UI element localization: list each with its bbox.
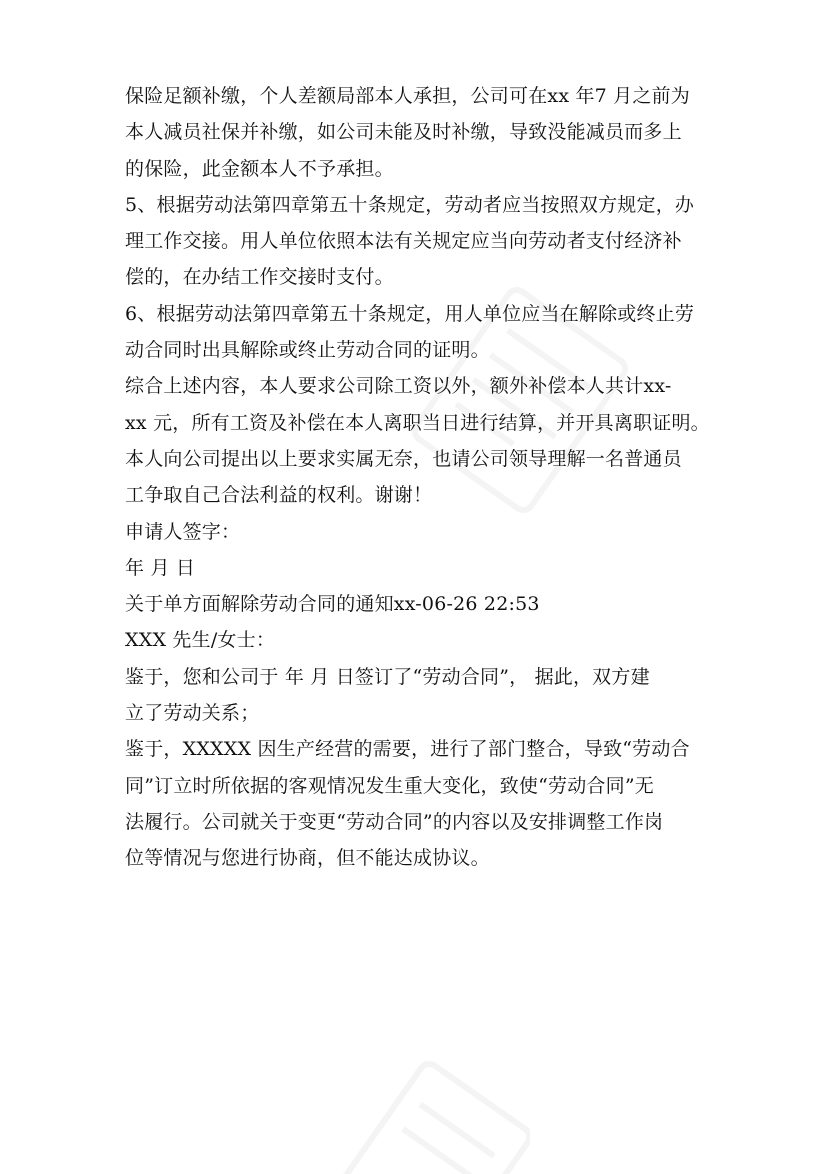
text-line: 偿的，在办结工作交接时支付。	[125, 266, 394, 289]
watermark-stamp-icon-bottom	[330, 1060, 530, 1174]
text-line: 5、根据劳动法第四章第五十条规定，劳动者应当按照双方规定，办	[125, 193, 695, 216]
text-line: 6、根据劳动法第四章第五十条规定，用人单位应当在解除或终止劳	[125, 302, 695, 325]
signature-label: 申请人签字：	[125, 520, 241, 543]
text-line: 位等情况与您进行协商，但不能达成协议。	[125, 847, 490, 870]
text-line: 的保险，此金额本人不予承担。	[125, 157, 394, 180]
salutation: XXX 先生/女士：	[125, 629, 276, 652]
text-line: 同”订立时所依据的客观情况发生重大变化，致使“劳动合同”无	[125, 774, 654, 797]
text-line: 保险足额补缴，个人差额局部本人承担，公司可在xx 年7 月之前为	[125, 85, 690, 107]
text-line: 本人向公司提出以上要求实属无奈，也请公司领导理解一名普通员	[125, 447, 682, 470]
text-line: 综合上述内容，本人要求公司除工资以外，额外补偿本人共计xx-	[125, 375, 672, 398]
text-line: 立了劳动关系；	[125, 702, 260, 725]
text-line: 鉴于，XXXXX 因生产经营的需要，进行了部门整合，导致“劳动合	[125, 738, 690, 761]
text-line: 理工作交接。用人单位依照本法有关规定应当向劳动者支付经济补	[125, 230, 682, 253]
text-line: 鉴于，您和公司于 年 月 日签订了“劳动合同”， 据此，双方建	[125, 665, 650, 688]
text-line: 动合同时出具解除或终止劳动合同的证明。	[125, 339, 490, 362]
text-line: xx 元，所有工资及补偿在本人离职当日进行结算，并开具离职证明。	[125, 411, 710, 434]
text-line: 工争取自己合法利益的权利。谢谢！	[125, 484, 433, 507]
text-line: 法履行。公司就关于变更“劳动合同”的内容以及安排调整工作岗	[125, 810, 664, 833]
document-body	[125, 78, 725, 877]
date-line: 年 月 日	[125, 556, 196, 579]
text-line: 本人减员社保并补缴，如公司未能及时补缴，导致没能减员而多上	[125, 121, 682, 144]
notice-title: 关于单方面解除劳动合同的通知xx-06-26 22:53	[125, 593, 540, 616]
